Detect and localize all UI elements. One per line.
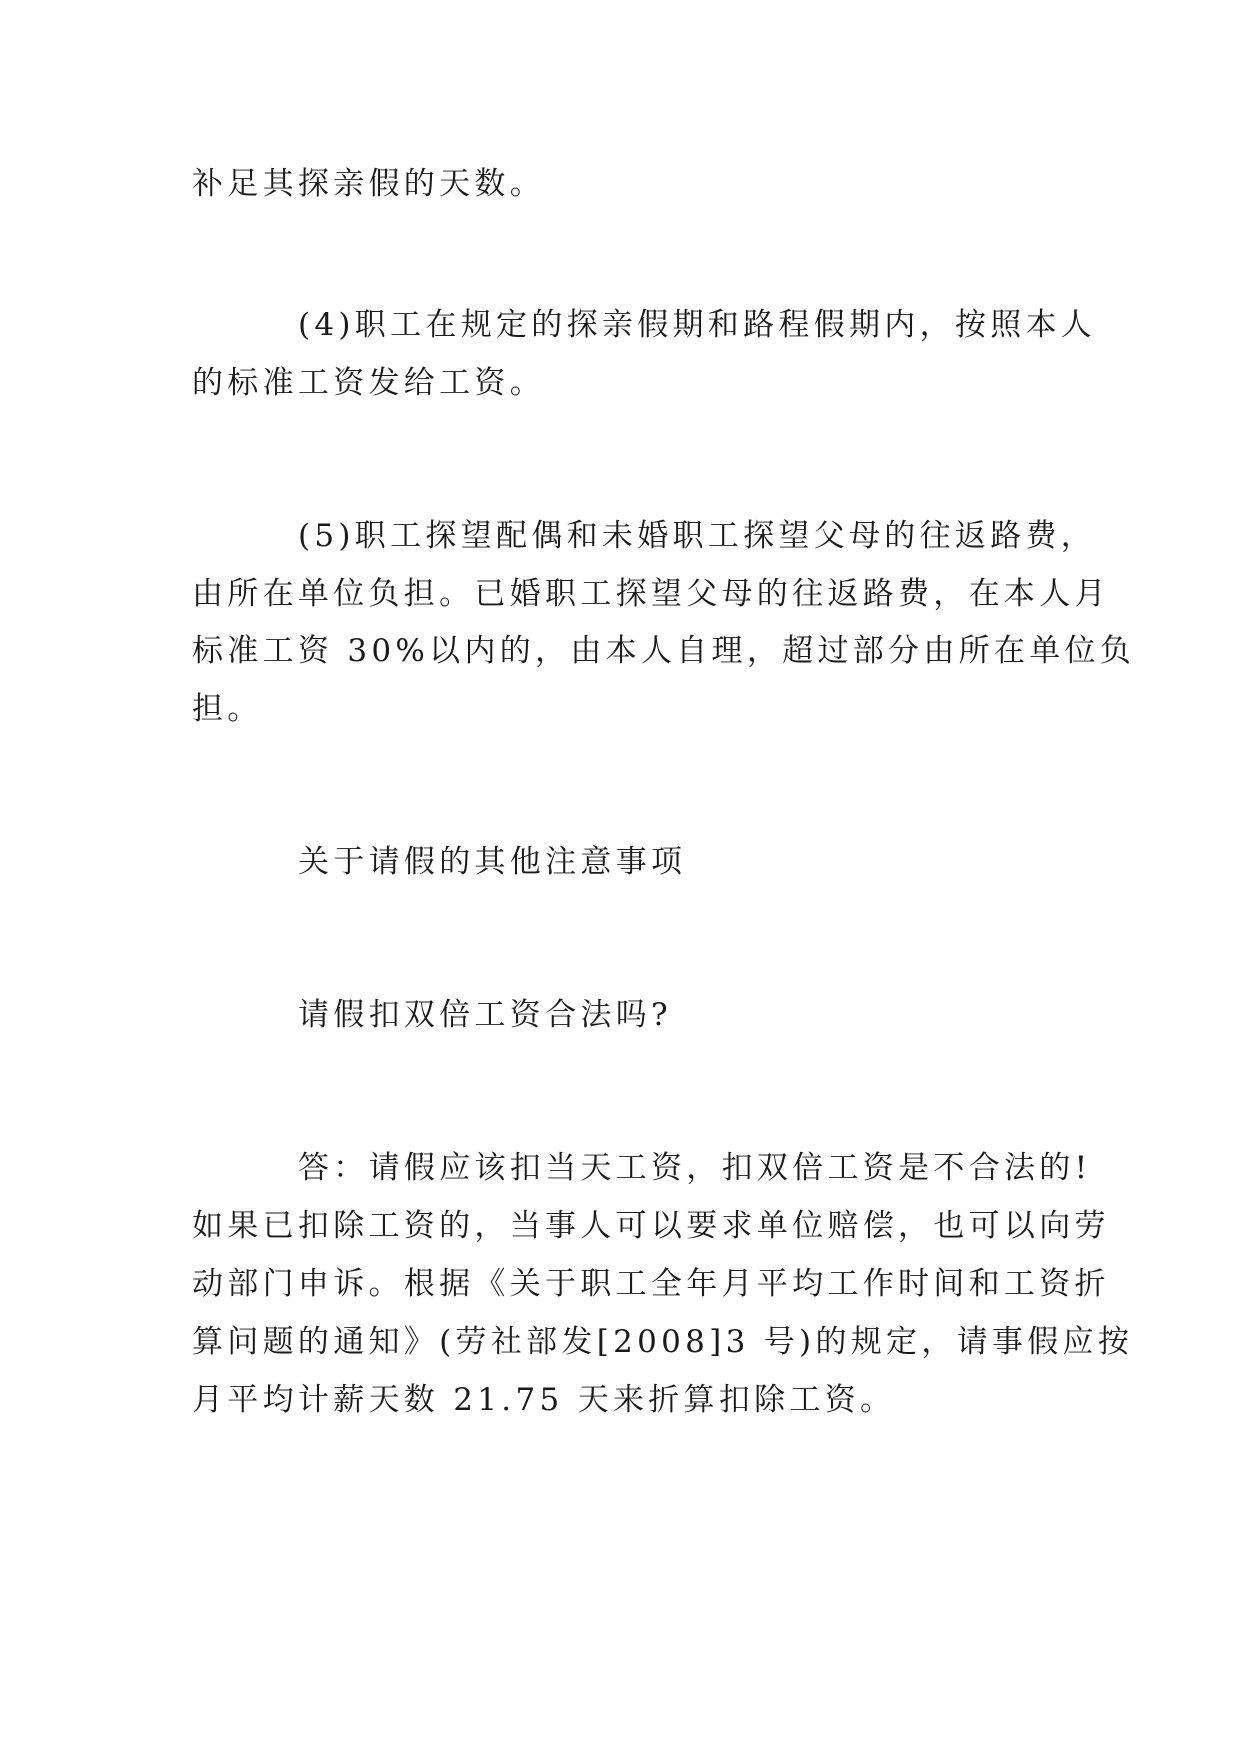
paragraph-4-line-1: (4)职工在规定的探亲假期和路程假期内，按照本人 [298,307,1097,343]
paragraph-5-line-4: 担。 [192,691,263,727]
answer-line-4: 算问题的通知》(劳社部发[2008]3 号)的规定，请事假应按 [192,1324,1134,1360]
paragraph-5-line-2: 由所在单位负担。已婚职工探望父母的往返路费，在本人月 [192,576,1110,612]
answer-line-1: 答：请假应该扣当天工资，扣双倍工资是不合法的! [298,1150,1092,1186]
paragraph-5-line-1: (5)职工探望配偶和未婚职工探望父母的往返路费， [298,518,1097,554]
question-heading: 请假扣双倍工资合法吗? [298,997,672,1033]
paragraph-continuation-line: 补足其探亲假的天数。 [192,166,545,202]
answer-line-2: 如果已扣除工资的，当事人可以要求单位赔偿，也可以向劳 [192,1208,1110,1244]
paragraph-4-line-2: 的标准工资发给工资。 [192,365,545,401]
answer-line-3: 动部门申诉。根据《关于职工全年月平均工作时间和工资折 [192,1266,1110,1302]
section-heading: 关于请假的其他注意事项 [298,844,687,880]
answer-line-5: 月平均计薪天数 21.75 天来折算扣除工资。 [192,1382,896,1418]
paragraph-5-line-3: 标准工资 30%以内的，由本人自理，超过部分由所在单位负 [192,633,1136,669]
